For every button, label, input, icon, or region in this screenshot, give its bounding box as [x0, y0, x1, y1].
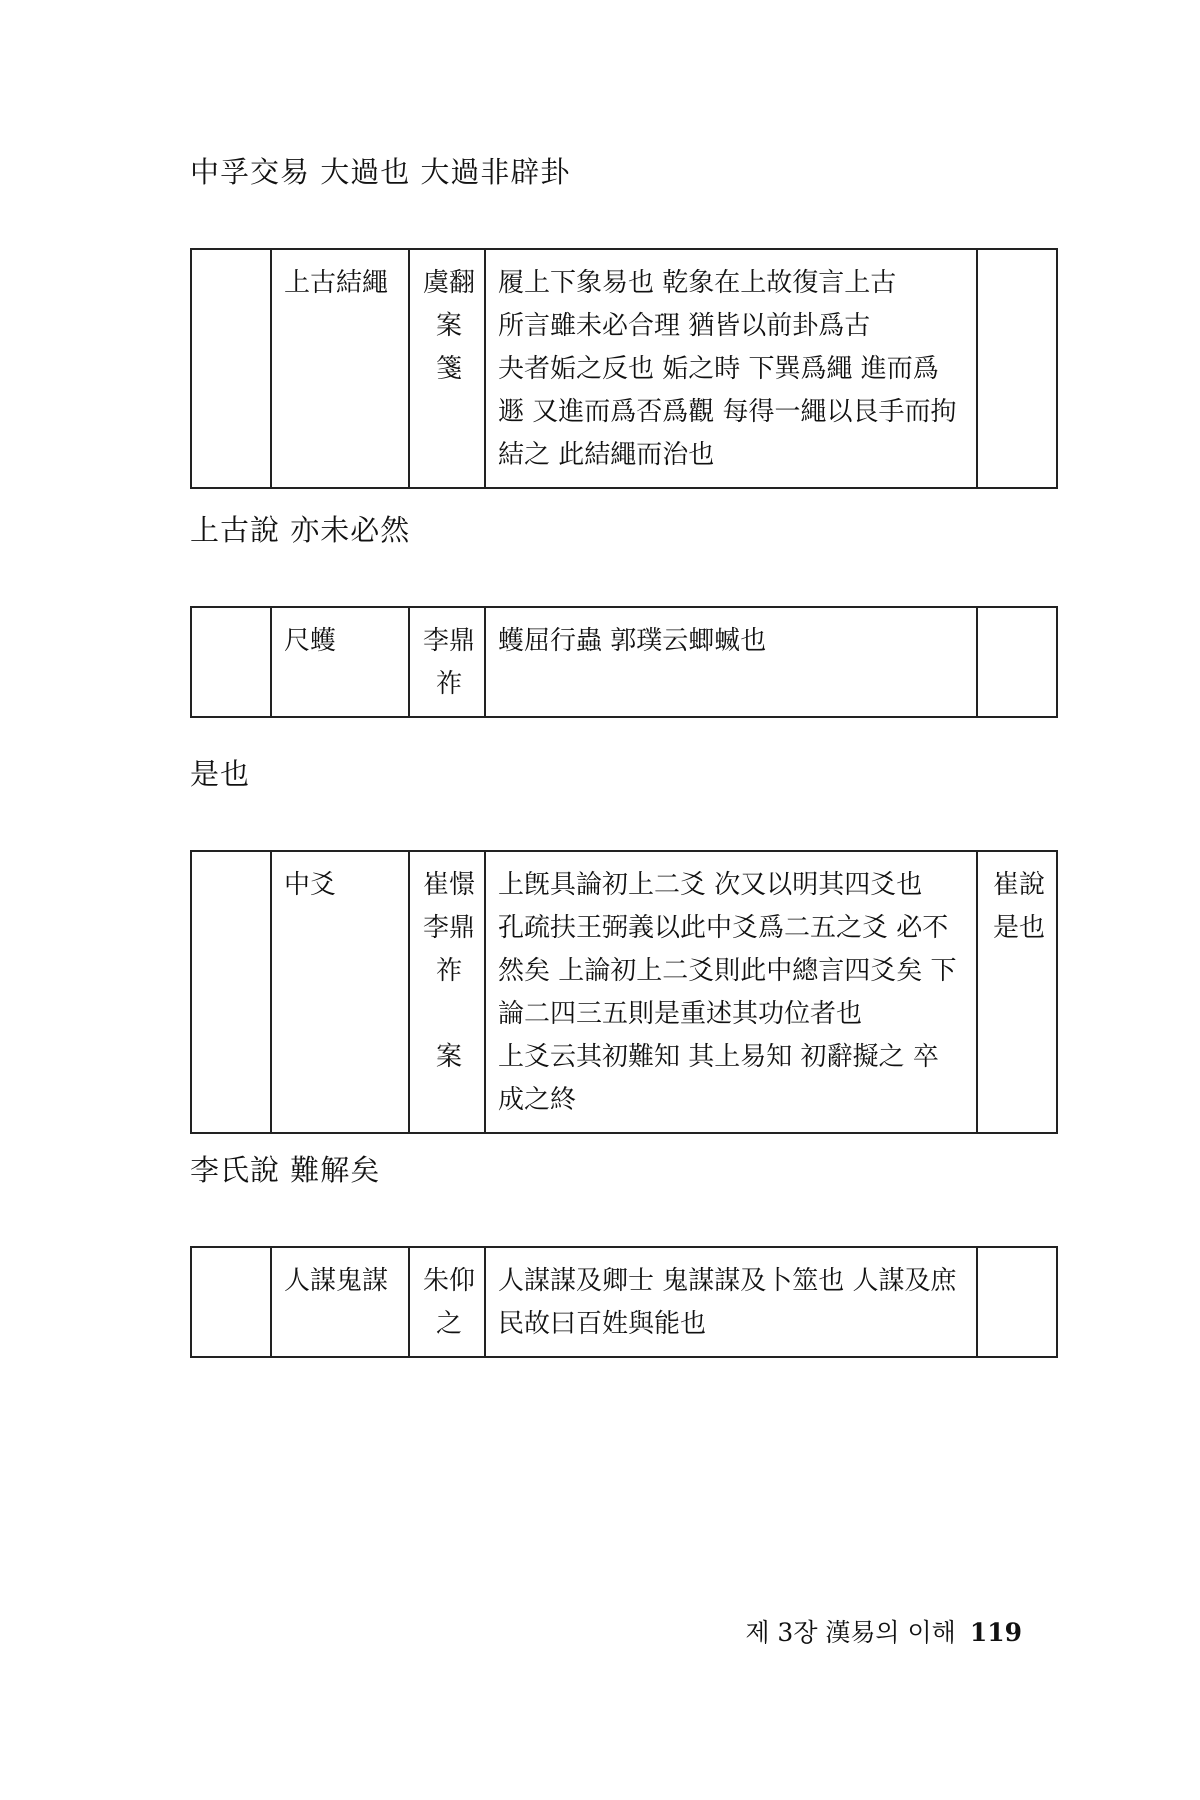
- text-line: 人謀謀及卿士 鬼謀謀及卜筮也 人謀及庶: [498, 1266, 957, 1296]
- paragraph-4: 李氏說 難解矣: [190, 1153, 381, 1187]
- note-line: 是也: [992, 913, 1045, 943]
- paragraph-3: 是也: [190, 757, 251, 791]
- term-text: 尺蠖: [284, 626, 337, 656]
- author-line: 李鼎: [422, 913, 475, 943]
- author-cell: [409, 1247, 485, 1357]
- text-line: 然矣 上論初上二爻則此中總言四爻矣 下: [498, 956, 957, 986]
- author-line: 朱仰: [422, 1266, 475, 1296]
- note-line: 崔說: [992, 870, 1045, 900]
- term-text: 上古結繩: [284, 268, 389, 298]
- text-line: 成之終: [498, 1085, 577, 1115]
- number-cell: [191, 607, 271, 717]
- page-footer: [745, 1613, 1022, 1649]
- text-cell: [485, 851, 977, 1133]
- chapter-title: 제 3장 漢易의 이해: [745, 1618, 956, 1647]
- term-cell: [271, 249, 409, 488]
- table-row: [191, 607, 1057, 717]
- paragraph-2: 上古說 亦未必然: [190, 513, 411, 547]
- author-line-blank: [422, 993, 476, 1036]
- annotation-table-2: [190, 606, 1058, 718]
- author-line: 祚: [435, 669, 462, 699]
- text-line: 孔疏扶王弼義以此中爻爲二五之爻 必不: [498, 913, 949, 943]
- paragraph-1: 中孚交易 大過也 大過非辟卦: [190, 155, 571, 189]
- author-cell: [409, 249, 485, 488]
- term-cell: [271, 1247, 409, 1357]
- author-line: 虞翻: [422, 268, 475, 298]
- author-cell: [409, 607, 485, 717]
- author-line: 李鼎: [422, 626, 475, 656]
- author-cell: [409, 851, 485, 1133]
- number-cell: [191, 851, 271, 1133]
- text-cell: [485, 607, 977, 717]
- text-line: 民故曰百姓與能也: [498, 1309, 707, 1339]
- note-cell: [977, 607, 1057, 717]
- text-line: 上爻云其初難知 其上易知 初辭擬之 卒: [498, 1042, 939, 1072]
- table-row: [191, 1247, 1057, 1357]
- table-row: [191, 249, 1057, 488]
- page-number: 119: [969, 1618, 1022, 1647]
- term-text: 人謀鬼謀: [284, 1266, 389, 1296]
- annotation-table-4: [190, 1246, 1058, 1358]
- text-line: 結之 此結繩而治也: [498, 440, 715, 470]
- text-line: 遯 又進而爲否爲觀 每得一繩以艮手而拘: [498, 397, 957, 427]
- note-cell: [977, 1247, 1057, 1357]
- annotation-table-1: [190, 248, 1058, 489]
- author-line: 案: [435, 1042, 462, 1072]
- text-cell: [485, 249, 977, 488]
- author-line: 祚: [435, 956, 462, 986]
- table-row: [191, 851, 1057, 1133]
- text-cell: [485, 1247, 977, 1357]
- text-line: 所言雖未必合理 猶皆以前卦爲古: [498, 311, 871, 341]
- note-cell: [977, 851, 1057, 1133]
- text-line: 蠖屈行蟲 郭璞云蝍蝛也: [498, 626, 767, 656]
- text-line: 上旣具論初上二爻 次又以明其四爻也: [498, 870, 923, 900]
- number-cell: [191, 249, 271, 488]
- term-cell: [271, 607, 409, 717]
- term-text: 中爻: [284, 870, 337, 900]
- author-line: 箋: [435, 354, 462, 384]
- note-cell: [977, 249, 1057, 488]
- author-line: 案: [435, 311, 462, 341]
- number-cell: [191, 1247, 271, 1357]
- text-line: 夬者姤之反也 姤之時 下巽爲繩 進而爲: [498, 354, 939, 384]
- annotation-table-3: [190, 850, 1058, 1134]
- text-line: 履上下象易也 乾象在上故復言上古: [498, 268, 897, 298]
- author-line: 之: [435, 1309, 462, 1339]
- author-line: 崔憬: [422, 870, 475, 900]
- text-line: 論二四三五則是重述其功位者也: [498, 999, 863, 1029]
- term-cell: [271, 851, 409, 1133]
